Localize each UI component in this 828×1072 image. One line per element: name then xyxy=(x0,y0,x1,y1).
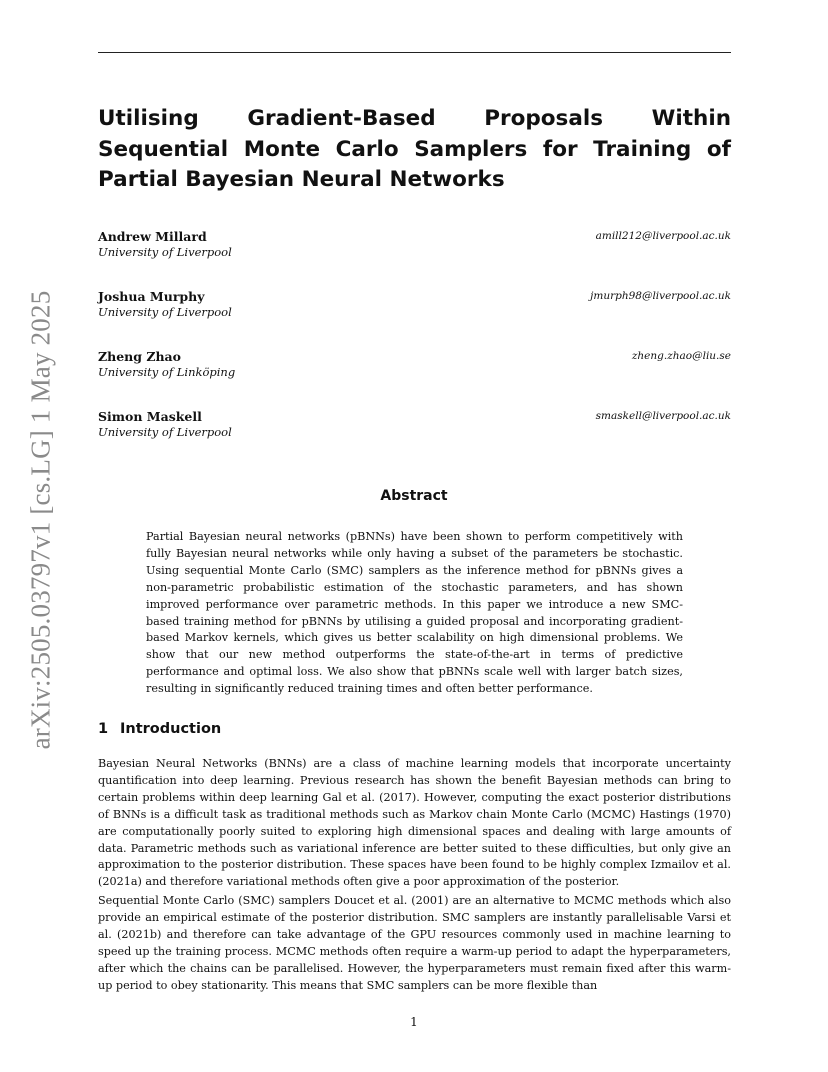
author-affiliation: University of Liverpool xyxy=(98,425,232,439)
author-email: jmurph98@liverpool.ac.uk xyxy=(590,290,731,302)
author-affiliation: University of Linköping xyxy=(98,365,236,379)
body-paragraph: Sequential Monte Carlo (SMC) samplers Doucet et al. (2001) are an alternative to MCMC methods which also provide an empirical estimate of the posterior distribution. SMC samplers are instantly parallelisable Varsi et al. (2021b) and therefore can take advantage of the GPU resources commonly used in machine learning to speed up the training process. MCMC methods often require a warm-up period to adapt the hyperparameters, after which the chains can be parallelised. However, the hyperparameters must remain fixed after this warm-up period to obey stationarity. This means that SMC samplers can be more flexible than xyxy=(98,894,731,992)
section-heading xyxy=(98,721,731,737)
author-block xyxy=(98,229,731,263)
abstract-heading: Abstract xyxy=(380,488,448,504)
author-block xyxy=(98,289,731,323)
paper-title: Utilising Gradient-Based Proposals Within Sequential Monte Carlo Samplers for Training of Partial Bayesian Neural Networks xyxy=(98,106,731,192)
author-name: Andrew Millard xyxy=(98,229,207,244)
abstract-text: Partial Bayesian neural networks (pBNNs) have been shown to perform competitively with fully Bayesian neural networks while only having a subset of the parameters be stochastic. Using sequential Monte Carlo (SMC) samplers as the inference method for pBNNs gives a non-parametric probabilistic estimation of the stochastic parameters, and has shown improved performance over parametric methods. In this paper we introduce a new SMC-based training method for pBNNs by utilising a guided proposal and incorporating gradient-based Markov kernels, which gives us better scalability on high dimensional problems. We show that our new method outperforms the state-of-the-art in terms of predictive performance and optimal loss. We also show that pBNNs scale well with larger batch sizes, resulting in significantly reduced training times and often better performance. xyxy=(146,530,683,696)
section-title: Introduction xyxy=(120,721,222,737)
section-number: 1 xyxy=(98,721,109,737)
author-affiliation: University of Liverpool xyxy=(98,305,232,319)
page-number: 1 xyxy=(410,1015,418,1029)
author-name: Zheng Zhao xyxy=(98,349,181,364)
author-block xyxy=(98,349,731,383)
author-affiliation: University of Liverpool xyxy=(98,245,232,259)
author-name: Joshua Murphy xyxy=(98,289,205,304)
arxiv-identifier: arXiv:2505.03797v1 [cs.LG] 1 May 2025 xyxy=(25,290,56,750)
body-paragraph: Bayesian Neural Networks (BNNs) are a class of machine learning models that incorporate uncertainty quantification into deep learning. Previous research has shown the benefit Bayesian methods can bring to certain problems within deep learning Gal et al. (2017). However, computing the exact posterior distributions of BNNs is a difficult task as traditional methods such as Markov chain Monte Carlo (MCMC) Hastings (1970) are computationally poorly suited to exploring high dimensional spaces and dealing with large amounts of data. Parametric methods such as variational inference are better suited to these difficulties, but only give an approximation to the posterior distribution. These spaces have been found to be highly complex Izmailov et al. (2021a) and therefore variational methods often give a poor approximation of the posterior. xyxy=(98,757,731,889)
author-email: smaskell@liverpool.ac.uk xyxy=(595,410,731,422)
author-name: Simon Maskell xyxy=(98,409,202,424)
top-rule xyxy=(98,52,731,53)
author-email: zheng.zhao@liu.se xyxy=(631,350,731,362)
author-block xyxy=(98,409,731,443)
author-email: amill212@liverpool.ac.uk xyxy=(595,230,731,242)
